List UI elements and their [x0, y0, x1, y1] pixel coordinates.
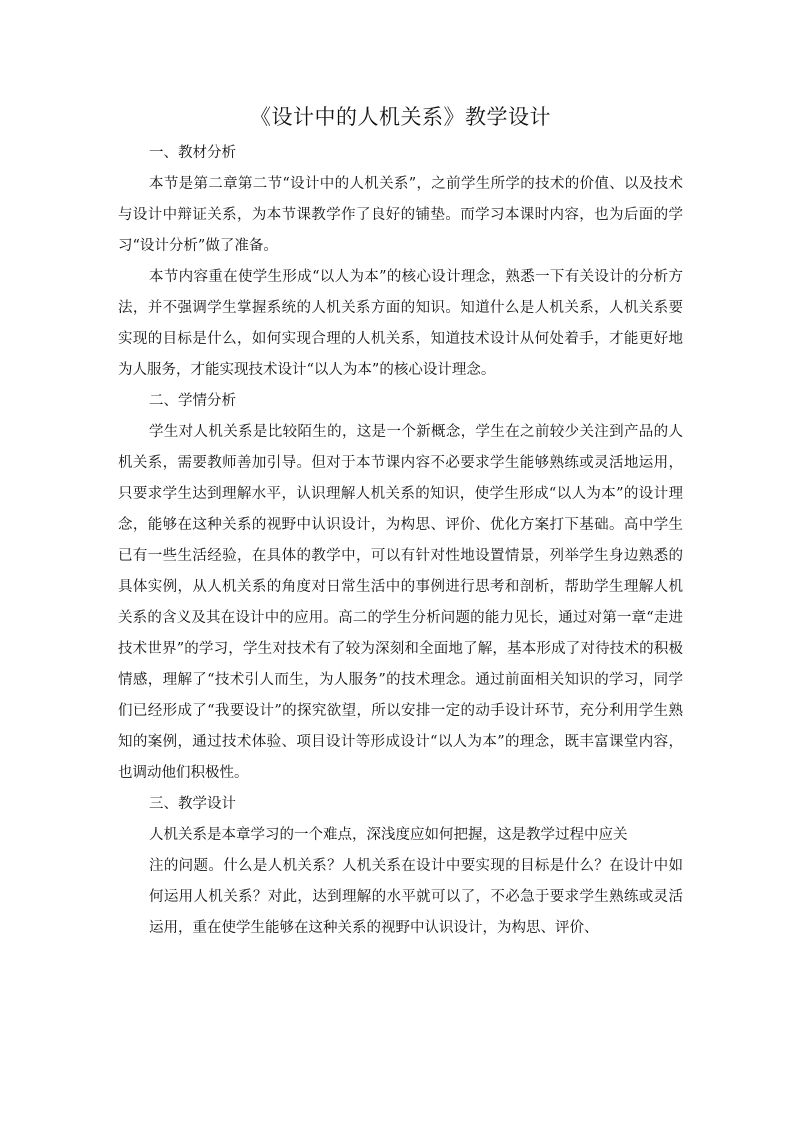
paragraph: 本节内容重在使学生形成“以人为本”的核心设计理念，熟悉一下有关设计的分析方法，并不强调学生掌握系统的人机关系方面的知识。知道什么是人机关系，人机关系要实现的目标是什么，如何实现合理的人机关系，知道技术设计从何处着手，才能更好地为人服务，才能实现技术设计“以人为本”的核心设计理念。	[118, 269, 683, 378]
paragraph-first-line: 人机关系是本章学习的一个难点，深浅度应如何把握，这是教学过程中应关	[149, 827, 628, 843]
paragraph: 本节是第二章第二节“设计中的人机关系”，之前学生所学的技术的价值、以及技术与设计中辩证关系，为本节课教学作了良好的铺垫。而学习本课时内容，也为后面的学习“设计分析”做了准备。	[118, 176, 683, 254]
document-page	[118, 100, 683, 944]
section-heading: 一、教材分析	[149, 145, 236, 161]
section-teaching-design	[118, 789, 683, 944]
section-heading: 三、教学设计	[149, 796, 236, 812]
paragraph: 学生对人机关系是比较陌生的，这是一个新概念，学生在之前较少关注到产品的人机关系，需要教师善加引导。但对于本节课内容不必要求学生能够熟练或灵活地运用，只要求学生达到理解水平，认识理解人机关系的知识，使学生形成“以人为本”的设计理念，能够在这种关系的视野中认识设计，为构思、评价、优化方案打下基础。高中学生已有一些生活经验，在具体的教学中，可以有针对性地设置情景，列举学生身边熟悉的具体实例，从人机关系的角度对日常生活中的事例进行思考和剖析，帮助学生理解人机关系的含义及其在设计中的应用。高二的学生分析问题的能力见长，通过对第一章“走进技术世界”的学习，学生对技术有了较为深刻和全面地了解，基本形成了对待技术的积极情感，理解了“技术引人而生，为人服务”的技术理念。通过前面相关知识的学习，同学们已经形成了“我要设计”的探究欲望，所以安排一定的动手设计环节，充分利用学生熟知的案例，通过技术体验、项目设计等形成设计“以人为本”的理念，既丰富课堂内容，也调动他们积极性。	[118, 424, 683, 781]
paragraph-continuation: 注的问题。什么是人机关系？人机关系在设计中要实现的目标是什么？在设计中如何运用人机关系？对此，达到理解的水平就可以了，不必急于要求学生熟练或灵活运用，重在使学生能够在这种关系的视野中认识设计，为构思、评价、	[149, 858, 683, 936]
section-student-analysis	[118, 386, 683, 789]
section-textbook-analysis	[118, 138, 683, 386]
paragraph	[118, 820, 683, 944]
section-heading: 二、学情分析	[149, 393, 236, 409]
document-title: 《设计中的人机关系》教学设计	[250, 105, 551, 129]
